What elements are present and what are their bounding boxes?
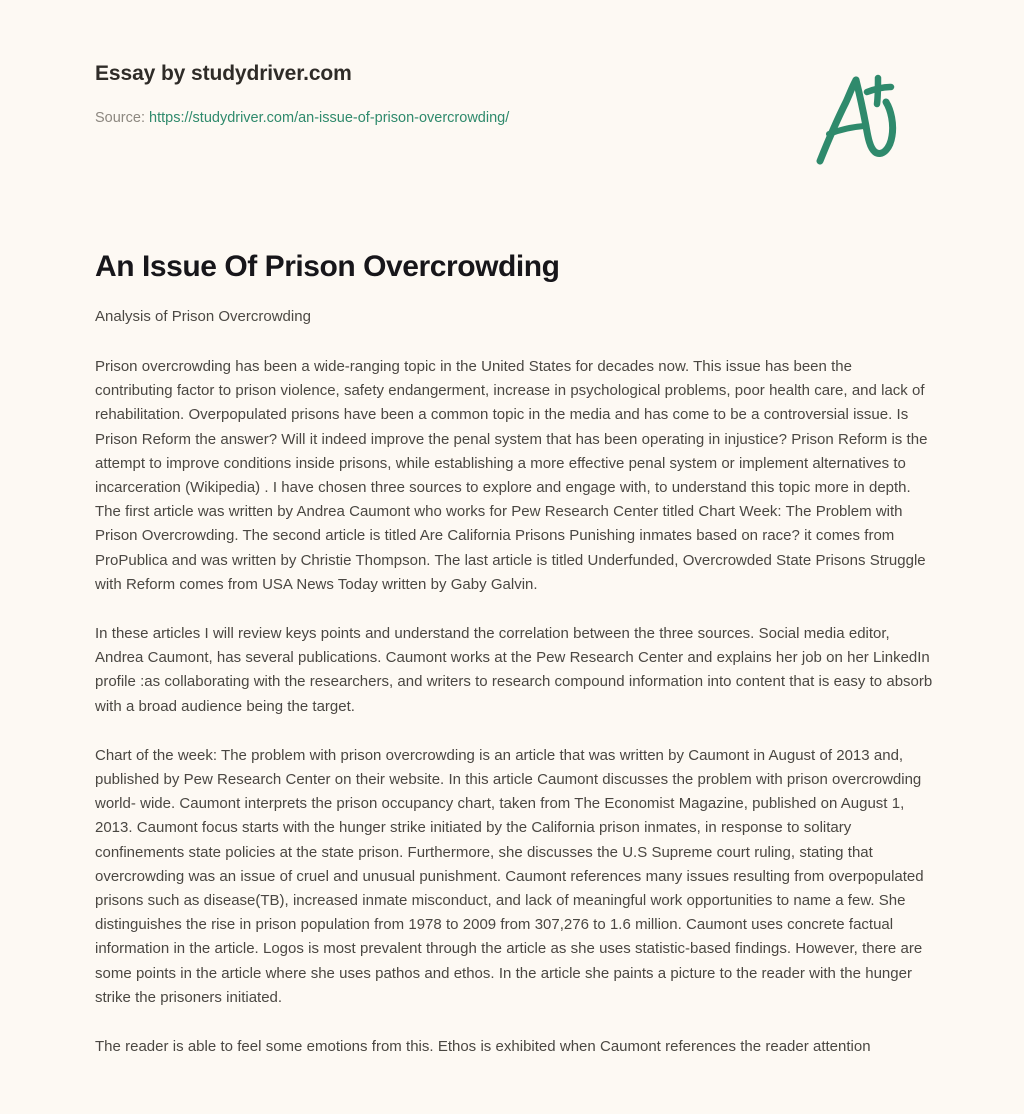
brand-title: Essay by studydriver.com [95, 62, 352, 85]
paragraph: Chart of the week: The problem with prison overcrowding is an article that was written by Caumont in August of 2013 and, published by Pew Research Center on their website. In this article Caumont discusses the problem with prison overcrowding world- wide. Caumont interprets the prison occupancy chart, taken from The Economist Magazine, published on August 1, 2013. Caumont focus starts with the hunger strike initiated by the California prison inmates, in response to solitary confinements state policies at the state prison. Furthermore, she discusses the U.S Supreme court ruling, stating that overcrowding was an issue of cruel and unusual punishment. Caumont references many issues resulting from overpopulated prisons such as disease(TB), increased inmate misconduct, and lack of meaningful work opportunities to name a few. She distinguishes the rise in prison population from 1978 to 2009 from 307,276 to 1.6 million. Caumont uses concrete factual information in the article. Logos is most prevalent through the article as she uses statistic-based findings. However, there are some points in the article where she uses pathos and ethos. In the article she paints a picture to the reader with the hunger strike the prisoners initiated. [95, 746, 924, 1006]
source-url-link[interactable]: https://studydriver.com/an-issue-of-prison-overcrowding/ [149, 110, 510, 126]
title-block [95, 248, 934, 327]
paragraph: Prison overcrowding has been a wide-ranging topic in the United States for decades now. This issue has been the contributing factor to prison violence, safety endangerment, increase in psychological problems, poor health care, and lack of rehabilitation. Overpopulated prisons have been a common topic in the media and has come to be a controversial issue. Is Prison Reform the answer? Will it indeed improve the penal system that has been operating in injustice? Prison Reform is the attempt to improve conditions inside prisons, while establishing a more effective penal system or implement alternatives to incarceration (Wikipedia) . I have chosen three sources to explore and engage with, to understand this topic more in depth. The first article was written by Andrea Caumont who works for Pew Research Center titled Chart Week: The Problem with Prison Overcrowding. The second article is titled Are California Prisons Punishing inmates based on race? it comes from ProPublica and was written by Christie Thompson. The last article is titled Underfunded, Overcrowded State Prisons Struggle with Reform comes from USA News Today written by Gaby Galvin. [95, 358, 928, 593]
page-title: An Issue Of Prison Overcrowding [95, 250, 560, 283]
article-body [95, 355, 933, 1059]
paragraph: In these articles I will review keys points and understand the correlation between the three sources. Social media editor, Andrea Caumont, has several publications. Caumont works at the Pew Research Center and explains her job on her LinkedIn profile :as collaborating with the researchers, and writers to research compound information into content that is easy to absorb with a broad audience being the target. [95, 625, 933, 715]
a-plus-grade-logo-icon [806, 66, 910, 170]
paragraph: The reader is able to feel some emotions from this. Ethos is exhibited when Caumont references the reader attention [95, 1038, 871, 1056]
page-header [95, 60, 929, 170]
source-label: Source: [95, 110, 145, 126]
page-subtitle: Analysis of Prison Overcrowding [95, 308, 311, 325]
source-line [95, 108, 929, 128]
